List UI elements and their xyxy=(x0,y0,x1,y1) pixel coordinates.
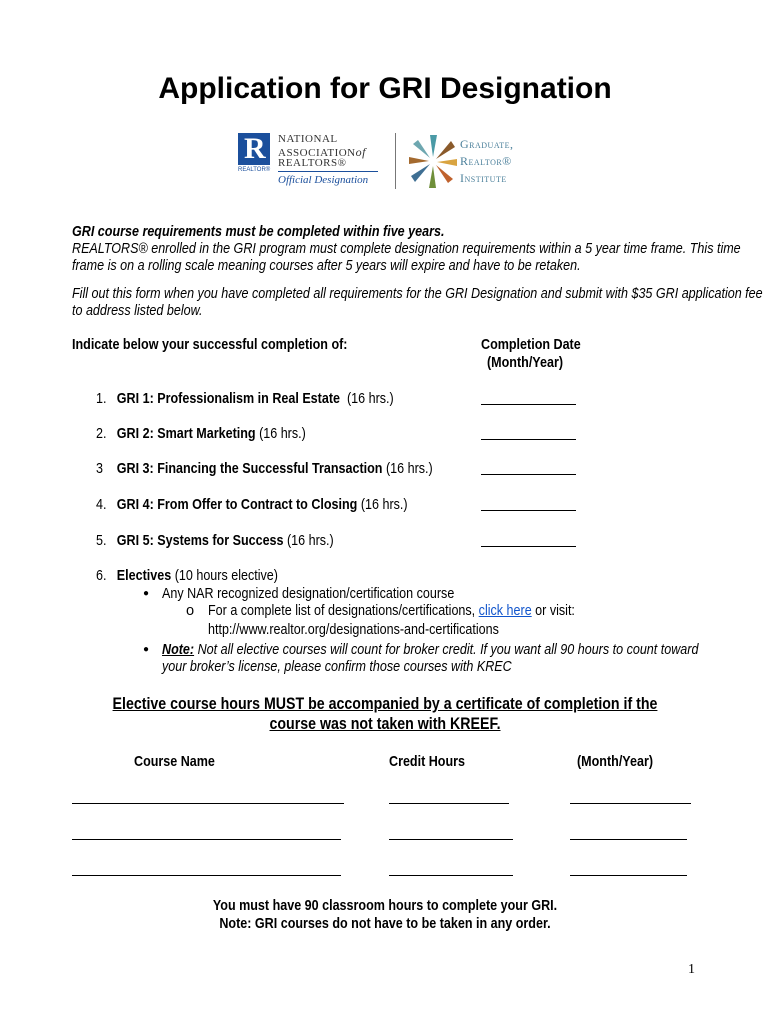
gri-name-line1: Graduate, xyxy=(460,137,514,151)
elective-date-field[interactable] xyxy=(570,839,687,840)
footer-line2: Note: GRI courses do not have to be taken in any order. xyxy=(219,916,551,932)
credit-hours-field[interactable] xyxy=(389,803,509,804)
gri-star-petal xyxy=(436,165,453,183)
sub-bullet-icon: o xyxy=(186,603,195,619)
nar-badge-caption: REALTOR® xyxy=(238,167,271,173)
course-number: 2. xyxy=(96,426,107,442)
fill-instructions-line1: Fill out this form when you have completed all requirements for the GRI Designation and submit with $35 GRI application fee xyxy=(72,286,763,302)
note-text-line1: Not all elective courses will count for broker credit. If you want all 90 hours to count toward xyxy=(197,642,699,658)
completion-date-field[interactable] xyxy=(481,546,576,547)
course-name-field[interactable] xyxy=(72,803,344,804)
certificate-notice xyxy=(0,694,770,734)
course-item xyxy=(96,532,334,550)
note-label: Note: xyxy=(162,642,195,658)
nar-name-of: of xyxy=(355,145,366,159)
course-name: GRI 3: Financing the Successful Transaction xyxy=(116,461,383,477)
electives-name: Electives xyxy=(116,568,172,584)
course-name: GRI 2: Smart Marketing xyxy=(116,426,256,442)
course-hours: (16 hrs.) xyxy=(259,426,306,442)
designations-list-prefix: For a complete list of designations/certifications, xyxy=(208,603,476,619)
footer-line1: You must have 90 classroom hours to complete your GRI. xyxy=(212,898,558,914)
course-hours: (16 hrs.) xyxy=(346,391,394,407)
gri-star-petal xyxy=(409,157,429,164)
completion-date-header: Completion Date xyxy=(481,337,581,353)
elective-bullet-nar-course: Any NAR recognized designation/certification course xyxy=(162,586,455,602)
indicate-label: Indicate below your successful completion of: xyxy=(72,337,348,353)
nar-tagline: Official Designation xyxy=(278,174,369,186)
footer-notice xyxy=(0,897,770,933)
gri-logo xyxy=(408,133,538,191)
broker-credit-note xyxy=(162,641,698,659)
gri-star-icon xyxy=(408,133,458,189)
click-here-link[interactable]: click here xyxy=(478,603,532,619)
gri-star-petal xyxy=(411,164,430,182)
course-hours: (16 hrs.) xyxy=(287,533,334,549)
designations-url: http://www.realtor.org/designations-and-certifications xyxy=(208,622,499,638)
gri-star-petal xyxy=(436,141,455,159)
gri-name-line3: Institute xyxy=(460,171,507,185)
course-item xyxy=(96,425,306,443)
electives-hours: (10 hours elective) xyxy=(174,568,278,584)
nar-logo xyxy=(238,133,383,191)
intro-line1: REALTORS® enrolled in the GRI program must complete designation requirements within a 5 year time frame. This time xyxy=(72,241,741,257)
page-number: 1 xyxy=(688,962,695,977)
completion-date-field[interactable] xyxy=(481,510,576,511)
designations-list-line xyxy=(208,602,575,620)
page-title: Application for GRI Designation xyxy=(158,72,612,105)
nar-name-association: ASSOCIATION xyxy=(278,147,356,159)
electives-item xyxy=(96,567,278,585)
designations-list-suffix: or visit: xyxy=(535,603,575,619)
bullet-icon: ● xyxy=(143,588,150,599)
course-hours: (16 hrs.) xyxy=(385,461,433,477)
note-text-line2: your broker’s license, please confirm those courses with KREC xyxy=(162,659,512,675)
elective-date-field[interactable] xyxy=(570,803,691,804)
completion-date-field[interactable] xyxy=(481,439,576,440)
nar-name-line3: REALTORS® xyxy=(278,157,347,169)
nar-name-line1: NATIONAL xyxy=(278,133,338,145)
course-number: 4. xyxy=(96,497,107,513)
completion-date-field[interactable] xyxy=(481,474,576,475)
course-name-header: Course Name xyxy=(134,754,215,770)
course-item xyxy=(96,460,433,478)
course-name-field[interactable] xyxy=(72,875,341,876)
credit-hours-field[interactable] xyxy=(389,875,513,876)
course-hours: (16 hrs.) xyxy=(360,497,408,513)
course-name: GRI 4: From Offer to Contract to Closing xyxy=(116,497,358,513)
elective-date-field[interactable] xyxy=(570,875,687,876)
month-year-header: (Month/Year) xyxy=(487,355,564,371)
gri-star-petal xyxy=(413,140,430,158)
logo-divider xyxy=(395,133,396,189)
fill-instructions-line2: to address listed below. xyxy=(72,303,203,319)
nar-badge-letter: R xyxy=(244,132,266,165)
course-name: GRI 1: Professionalism in Real Estate xyxy=(116,391,340,407)
gri-star-petal xyxy=(437,159,457,166)
gri-name-line2: Realtor® xyxy=(460,154,512,168)
course-name: GRI 5: Systems for Success xyxy=(116,533,284,549)
course-item xyxy=(96,496,408,514)
course-number: 6. xyxy=(96,568,107,584)
intro-heading: GRI course requirements must be completed within five years. xyxy=(72,224,445,240)
course-item xyxy=(96,390,394,408)
course-number: 1. xyxy=(96,391,107,407)
nar-realtor-badge xyxy=(238,133,270,165)
credit-hours-field[interactable] xyxy=(389,839,513,840)
elective-month-year-header: (Month/Year) xyxy=(577,754,654,770)
certificate-notice-line2: course was not taken with KREEF. xyxy=(269,715,501,733)
nar-logo-rule xyxy=(278,171,378,172)
course-number: 5. xyxy=(96,533,107,549)
course-name-field[interactable] xyxy=(72,839,341,840)
gri-star-petal xyxy=(429,166,436,188)
certificate-notice-line1: Elective course hours MUST be accompanied by a certificate of completion if the xyxy=(112,695,658,713)
credit-hours-header: Credit Hours xyxy=(389,754,466,770)
bullet-icon: ● xyxy=(143,644,150,655)
intro-line2: frame is on a rolling scale meaning courses after 5 years will expire and have to be retaken. xyxy=(72,258,581,274)
gri-star-petal xyxy=(430,135,437,157)
completion-date-field[interactable] xyxy=(481,404,576,405)
course-number: 3 xyxy=(96,461,103,477)
